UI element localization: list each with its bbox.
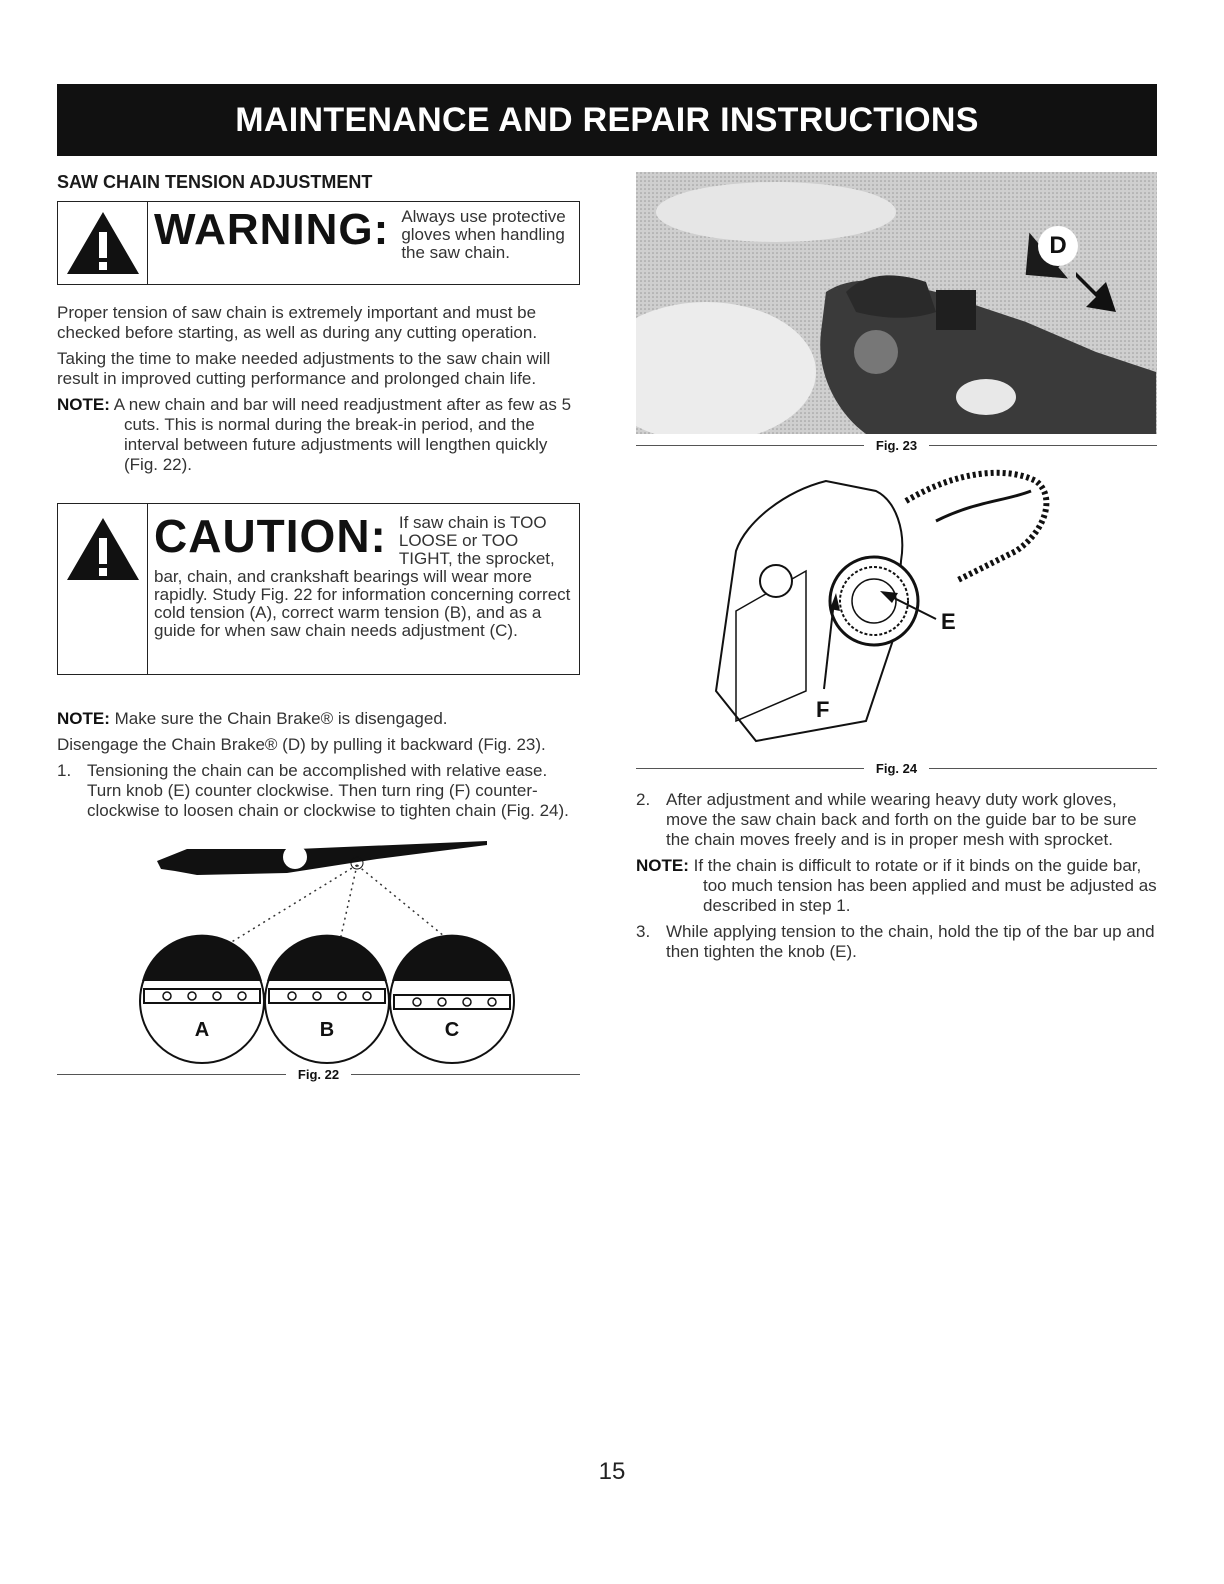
brake-note — [57, 709, 580, 729]
step-number: 1. — [57, 761, 72, 780]
right-column — [636, 172, 1157, 968]
intro-note — [57, 395, 580, 475]
figure-24 — [636, 461, 1157, 761]
warning-text: Always use protective gloves when handling the saw chain. — [401, 207, 566, 262]
page-number: 15 — [598, 1458, 626, 1485]
label-e: E — [941, 609, 956, 634]
label-c: C — [444, 1019, 460, 1041]
section-heading: SAW CHAIN TENSION ADJUSTMENT — [57, 172, 373, 192]
tension-knob-diagram — [636, 461, 1157, 761]
intro-paragraph-2: Taking the time to make needed adjustments to the saw chain will result in improved cutting performance and prolonged chain life. — [57, 349, 551, 388]
tension-circle-a — [140, 935, 264, 1063]
fig-24-caption — [636, 761, 1157, 776]
step-3 — [636, 922, 1157, 962]
label-d: D — [1038, 226, 1078, 266]
step-2-note — [636, 856, 1157, 916]
caution-box — [57, 503, 580, 675]
note-label: NOTE: — [57, 709, 110, 728]
fig-23-label: Fig. 23 — [875, 438, 918, 453]
note-label: NOTE: — [636, 856, 689, 875]
brake-paragraph: Disengage the Chain Brake® (D) by pulling it backward (Fig. 23). — [57, 735, 546, 754]
step-text: While applying tension to the chain, hold the tip of the bar up and then tighten the knob (E). — [666, 922, 1155, 961]
step-2 — [636, 790, 1157, 850]
fig-22-label: Fig. 22 — [297, 1067, 340, 1082]
page-header-title: MAINTENANCE AND REPAIR INSTRUCTIONS — [235, 100, 979, 139]
step-number: 3. — [636, 922, 651, 941]
chain-brake-photo — [636, 172, 1157, 434]
chain-tension-diagram — [57, 841, 580, 1071]
note-text: If the chain is difficult to rotate or if it binds on the guide bar, too much tension has been applied and must be adjusted as described in step 1. — [693, 856, 1157, 915]
fig-24-label: Fig. 24 — [875, 761, 918, 776]
tension-circle-b — [265, 935, 389, 1063]
warning-box — [57, 201, 580, 285]
caution-body — [148, 504, 579, 674]
figure-23-photo — [636, 172, 1157, 434]
step-number: 2. — [636, 790, 651, 809]
intro-paragraph-1: Proper tension of saw chain is extremely important and must be checked before starting, as well as during any cutting operation. — [57, 303, 538, 342]
note-label: NOTE: — [57, 395, 110, 414]
fig-23-caption — [636, 438, 1157, 453]
label-a: A — [194, 1019, 210, 1041]
left-column — [57, 172, 580, 1082]
figure-22 — [57, 841, 580, 1071]
warning-word: WARNING: — [154, 205, 390, 254]
tension-circle-c — [390, 935, 514, 1063]
step-1 — [57, 761, 580, 821]
note-text: Make sure the Chain Brake® is disengaged. — [114, 709, 448, 728]
label-f: F — [816, 697, 830, 722]
note-text: A new chain and bar will need readjustment after as few as 5 cuts. This is normal during the break-in period, and the interval between future adjustments will lengthen quickly (Fig. 22). — [113, 395, 572, 474]
warning-body — [148, 202, 579, 284]
warning-triangle-icon — [63, 208, 143, 278]
page-header-banner — [57, 84, 1157, 156]
step-text: After adjustment and while wearing heavy duty work gloves, move the saw chain back and forth on the guide bar to be sure the chain moves freely and is in proper mesh with sprocket. — [666, 790, 1137, 849]
label-b: B — [319, 1019, 335, 1041]
caution-word: CAUTION: — [154, 510, 387, 562]
step-text: Tensioning the chain can be accomplished with relative ease. Turn knob (E) counter clockwise. Then turn ring (F) counter-clockwise to loosen chain or clockwise to tighten chain (Fig. 24). — [87, 761, 569, 820]
caution-text: If saw chain is TOO LOOSE or TOO TIGHT, the sprocket, bar, chain, and crankshaft bearings will wear more rapidly. Study Fig. 22 for information concerning correct cold tension (A), correct warm tension (B), and as a guide for when saw chain needs adjustment (C). — [154, 513, 571, 640]
caution-triangle-icon — [63, 514, 143, 584]
